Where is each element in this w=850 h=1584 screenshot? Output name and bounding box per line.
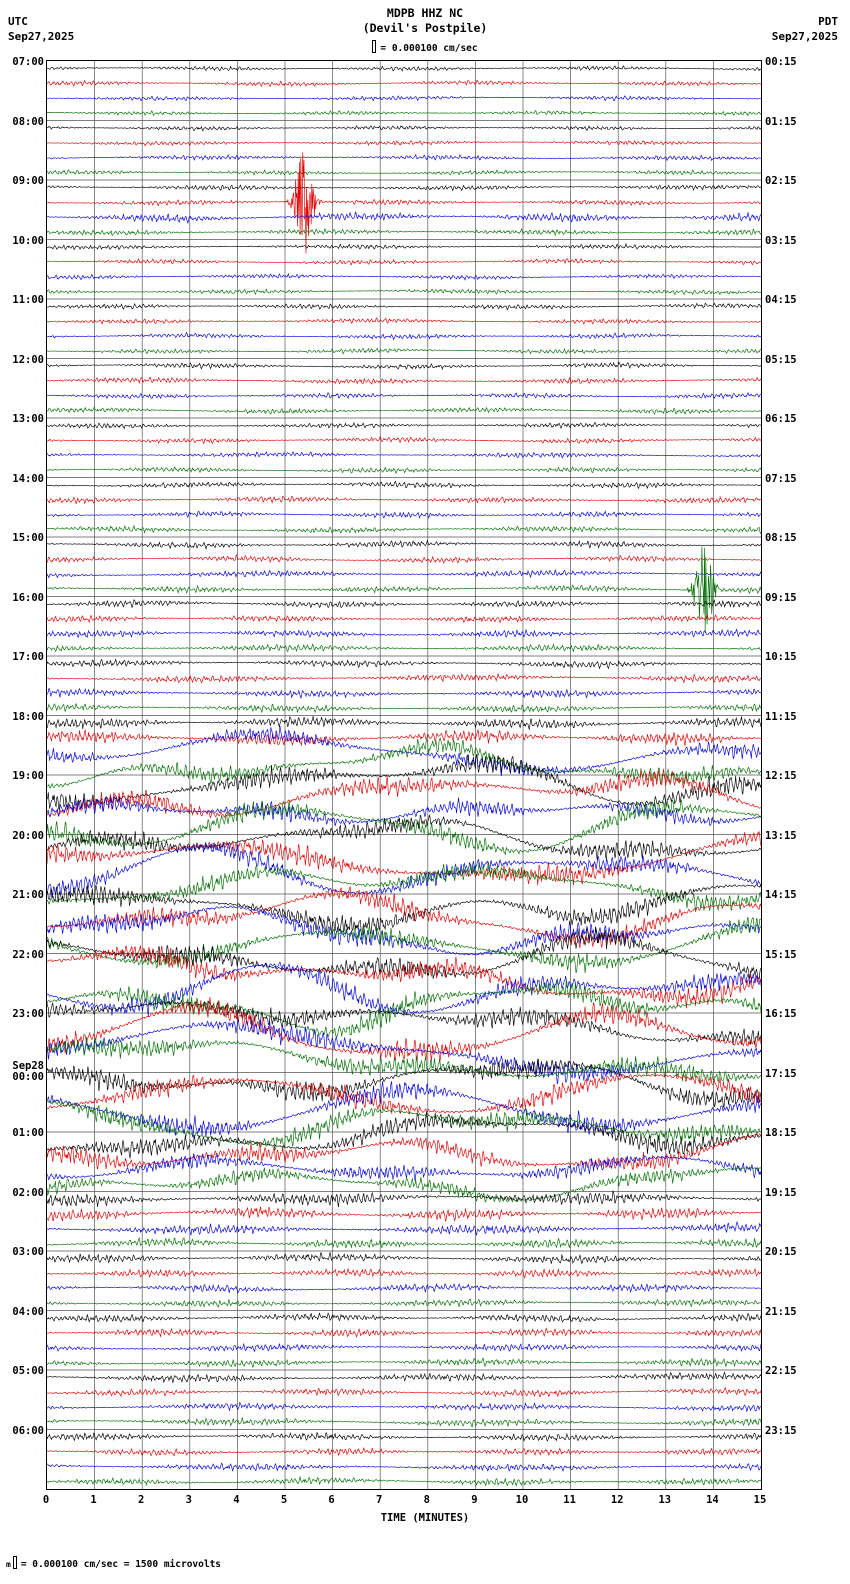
seismogram-trace	[47, 1207, 761, 1222]
seismogram-trace	[47, 333, 761, 340]
seismogram-trace	[47, 555, 761, 563]
x-axis-label: TIME (MINUTES)	[380, 1512, 470, 1524]
right-time-label: 23:15	[765, 1424, 797, 1437]
seismogram-trace	[47, 1269, 761, 1278]
right-time-label: 09:15	[765, 591, 797, 604]
seismogram-trace	[47, 303, 761, 309]
seismogram-canvas	[47, 61, 761, 1489]
left-time-label: 20:00	[12, 829, 44, 842]
right-time-label: 00:15	[765, 56, 797, 68]
seismogram-trace	[47, 452, 761, 458]
seismogram-trace	[47, 726, 761, 776]
seismogram-trace	[47, 716, 761, 729]
seismogram-trace	[47, 1112, 761, 1158]
right-time-label: 17:15	[765, 1067, 797, 1080]
seismogram-trace	[47, 80, 761, 86]
seismogram-trace	[47, 318, 761, 324]
x-tick-label: 9	[471, 1494, 478, 1506]
seismogram-trace	[47, 704, 761, 713]
right-time-label: 06:15	[765, 413, 797, 425]
right-time-label: 14:15	[765, 889, 797, 901]
x-tick-label: 7	[376, 1494, 383, 1506]
right-time-label: 02:15	[765, 175, 797, 187]
left-timezone: UTC	[8, 15, 28, 28]
left-time-label: 17:00	[12, 651, 44, 663]
right-time-label: 03:15	[765, 234, 797, 247]
seismogram-trace	[47, 1418, 761, 1427]
right-time-label: 16:15	[765, 1008, 797, 1020]
right-time-label: 21:15	[765, 1305, 797, 1318]
seismogram-trace	[47, 946, 761, 1009]
seismogram-trace	[47, 541, 761, 549]
seismogram-trace	[47, 244, 761, 250]
right-time-label: 13:15	[765, 829, 797, 842]
seismogram-trace	[47, 1238, 761, 1248]
x-tick-label: 4	[233, 1494, 240, 1506]
seismogram-trace	[47, 496, 761, 503]
seismogram-trace	[47, 141, 761, 146]
seismogram-trace	[47, 481, 761, 488]
seismogram-trace	[47, 362, 761, 369]
seismogram-trace	[47, 689, 761, 699]
left-time-label: 09:00	[12, 175, 44, 187]
footer-scale-bar-icon	[13, 1556, 17, 1569]
right-time-label: 07:15	[765, 472, 797, 485]
footer-scale-text: = 0.000100 cm/sec = 1500 microvolts	[20, 1559, 222, 1570]
seismogram-trace	[47, 1284, 761, 1293]
seismogram-trace	[47, 467, 761, 473]
right-date: Sep27,2025	[771, 30, 838, 43]
left-time-label: 22:00	[12, 948, 44, 961]
station-description: (Devil's Postpile)	[362, 21, 488, 35]
scale-legend	[0, 40, 850, 54]
seismogram-trace	[47, 66, 761, 71]
chart-title-block	[0, 6, 850, 36]
seismogram-trace	[47, 644, 761, 652]
left-time-label: 14:00	[12, 472, 44, 485]
x-tick-label: 3	[185, 1494, 192, 1506]
right-time-label: 19:15	[765, 1186, 797, 1199]
seismogram-trace	[47, 170, 761, 175]
x-tick-label: 10	[515, 1494, 529, 1506]
seismogram-trace	[47, 1191, 761, 1207]
seismogram-trace	[47, 1037, 761, 1084]
x-tick-label: 15	[753, 1494, 767, 1506]
right-time-label: 08:15	[765, 532, 797, 544]
x-tick-label: 0	[42, 1494, 50, 1506]
seismogram-plot	[46, 60, 762, 1490]
left-time-label: 08:00	[12, 115, 44, 128]
left-time-label: 10:00	[12, 234, 44, 247]
seismogram-trace	[47, 885, 761, 936]
seismogram-trace	[47, 629, 761, 637]
seismogram-trace	[47, 274, 761, 280]
seismogram-trace	[47, 1019, 761, 1084]
left-time-label: 04:00	[12, 1305, 44, 1318]
x-tick-label: 12	[610, 1494, 624, 1506]
left-time-label: 07:00	[12, 56, 44, 68]
right-time-label: 10:15	[765, 651, 797, 663]
seismogram-trace	[47, 289, 761, 294]
x-tick-label: 1	[90, 1494, 97, 1506]
right-time-label: 12:15	[765, 770, 797, 782]
x-tick-label: 2	[138, 1494, 145, 1506]
seismogram-trace	[47, 423, 761, 429]
left-time-label: 11:00	[12, 294, 44, 306]
seismogram-trace	[47, 407, 761, 414]
left-time-label: Sep28 00:00	[12, 1059, 44, 1083]
left-time-label: 18:00	[12, 710, 44, 723]
left-date: Sep27,2025	[8, 30, 75, 43]
seismogram-trace	[47, 437, 761, 444]
seismogram-trace	[47, 1222, 761, 1235]
right-timezone: PDT	[818, 15, 838, 28]
seismogram-trace	[47, 155, 761, 161]
seismogram-trace	[47, 1433, 761, 1441]
seismogram-trace	[47, 1372, 761, 1382]
right-time-label: 11:15	[765, 710, 797, 723]
seismogram-trace	[47, 1299, 761, 1307]
seismogram-trace	[47, 570, 761, 578]
seismogram-trace	[47, 126, 761, 131]
seismogram-trace	[47, 152, 761, 254]
x-tick-label: 11	[563, 1494, 576, 1506]
scale-bar-icon	[372, 40, 376, 53]
seismogram-trace	[47, 659, 761, 668]
seismogram-trace	[47, 1253, 761, 1264]
right-time-label: 15:15	[765, 948, 797, 961]
seismogram-trace	[47, 615, 761, 623]
right-time-label: 22:15	[765, 1365, 797, 1377]
right-time-label: 18:15	[765, 1127, 797, 1139]
x-tick-label: 5	[280, 1494, 288, 1506]
left-time-label: 23:00	[12, 1008, 44, 1020]
seismogram-trace	[47, 1402, 761, 1411]
left-time-label: 01:00	[12, 1127, 44, 1139]
left-time-label: 21:00	[12, 889, 44, 901]
right-time-label: 05:15	[765, 353, 797, 366]
seismogram-trace	[47, 1074, 761, 1113]
seismogram-trace	[47, 259, 761, 265]
seismogram-trace	[47, 547, 761, 634]
seismogram-trace	[47, 831, 761, 885]
x-tick-label: 13	[658, 1494, 672, 1506]
left-time-label: 16:00	[12, 591, 44, 604]
seismogram-trace	[47, 997, 761, 1061]
seismogram-trace	[47, 1358, 761, 1367]
seismogram-trace	[47, 185, 761, 191]
left-time-label: 15:00	[12, 532, 44, 544]
seismogram-trace	[47, 377, 761, 384]
right-time-label: 20:15	[765, 1246, 797, 1258]
right-time-label: 04:15	[765, 294, 797, 306]
seismogram-trace	[47, 600, 761, 608]
seismogram-trace	[47, 96, 761, 101]
seismogram-trace	[47, 111, 761, 116]
seismogram-trace	[47, 511, 761, 518]
x-tick-label: 14	[706, 1494, 719, 1506]
seismogram-trace	[47, 730, 761, 746]
right-time-label: 01:15	[765, 115, 797, 128]
seismogram-trace	[47, 1388, 761, 1397]
scale-legend-text: = 0.000100 cm/sec	[380, 43, 478, 54]
footer-scale-note: m = 0.000100 cm/sec = 1500 microvolts	[6, 1556, 221, 1570]
left-time-label: 06:00	[12, 1424, 44, 1437]
seismogram-trace	[47, 526, 761, 534]
x-tick-label: 8	[423, 1494, 430, 1506]
seismogram-trace	[47, 212, 761, 223]
x-tick-label: 6	[328, 1494, 335, 1506]
left-time-label: 13:00	[12, 413, 44, 425]
left-time-label: 03:00	[12, 1246, 44, 1258]
seismogram-trace	[47, 1477, 761, 1486]
seismogram-trace	[47, 229, 761, 235]
station-line: MDPB HHZ NC	[386, 6, 464, 20]
left-time-label: 02:00	[12, 1186, 44, 1199]
seismogram-trace	[47, 1448, 761, 1456]
seismogram-trace	[47, 674, 761, 683]
seismogram-trace	[47, 1134, 761, 1170]
seismogram-trace	[47, 1463, 761, 1471]
left-time-label: 05:00	[12, 1365, 44, 1377]
seismogram-trace	[47, 1328, 761, 1337]
left-time-label: 12:00	[12, 353, 44, 366]
seismogram-trace	[47, 348, 761, 353]
seismogram-trace	[47, 393, 761, 399]
seismogram-trace	[47, 1344, 761, 1352]
seismogram-trace	[47, 1313, 761, 1322]
left-time-label: 19:00	[12, 770, 44, 782]
